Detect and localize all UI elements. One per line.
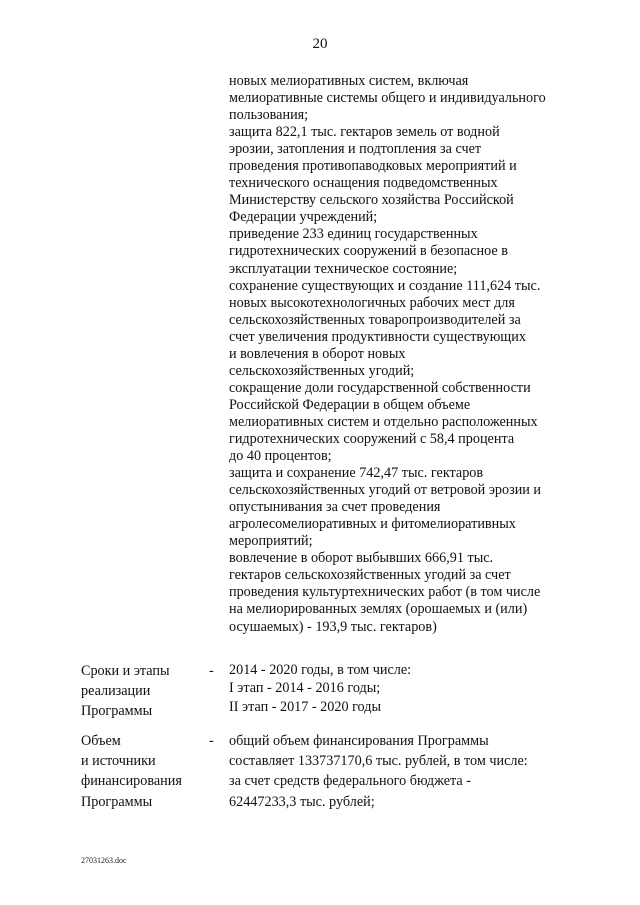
text-line: сельскохозяйственных угодий от ветровой эрозии и xyxy=(229,482,542,499)
value-line: I этап - 2014 - 2016 годы; xyxy=(229,680,381,697)
continuation-text xyxy=(229,73,589,636)
text-line: мелиоративных систем и отдельно расположенных xyxy=(229,413,538,430)
label-line: Программы xyxy=(81,703,153,720)
text-line: эксплуатации техническое состояние; xyxy=(229,260,458,277)
value-line: составляет 133737170,6 тыс. рублей, в том числе: xyxy=(229,753,528,770)
footer-doc-code: 27031263.doc xyxy=(81,856,127,865)
value-line: общий объем финансирования Программы xyxy=(229,733,489,749)
text-line: сокращение доли государственной собственности xyxy=(229,379,531,396)
value-line: за счет средств федерального бюджета - xyxy=(229,773,471,790)
text-line: Федерации учреждений; xyxy=(229,209,378,226)
text-line: гидротехнических сооружений с 58,4 процента xyxy=(229,430,515,447)
value-line: II этап - 2017 - 2020 годы xyxy=(229,698,381,715)
text-line: проведения противопаводковых мероприятий и xyxy=(229,158,517,175)
text-line: Министерству сельского хозяйства Российской xyxy=(229,192,514,209)
text-line: технического оснащения подведомственных xyxy=(229,175,498,192)
label-line: Сроки и этапы xyxy=(81,663,170,679)
text-line: проведения культуртехнических работ (в том числе xyxy=(229,584,541,601)
text-line: защита 822,1 тыс. гектаров земель от водной xyxy=(229,124,500,141)
text-line: эрозии, затопления и подтопления за счет xyxy=(229,141,482,158)
page-number: 20 xyxy=(312,36,328,52)
text-line: счет увеличения продуктивности существующих xyxy=(229,328,526,345)
row-dash: - xyxy=(209,663,214,679)
text-line: мероприятий; xyxy=(229,533,313,550)
text-line: и вовлечения в оборот новых xyxy=(229,345,406,362)
label-line: Объем xyxy=(81,733,121,749)
text-line: до 40 процентов; xyxy=(229,448,332,465)
funding-label xyxy=(81,731,201,812)
label-line: Программы xyxy=(81,793,153,810)
text-line: осушаемых) - 193,9 тыс. гектаров) xyxy=(229,618,437,635)
text-line: новых высокотехнологичных рабочих мест для xyxy=(229,294,515,311)
timeline-label xyxy=(81,661,201,722)
timeline-value xyxy=(229,661,589,716)
text-line: опустынивания за счет проведения xyxy=(229,499,441,516)
text-line: пользования; xyxy=(229,107,309,124)
text-line: гидротехнических сооружений в безопасное в xyxy=(229,243,508,260)
text-line: гектаров сельскохозяйственных угодий за счет xyxy=(229,567,511,584)
label-line: и источники xyxy=(81,753,156,770)
text-line: агролесомелиоративных и фитомелиоративных xyxy=(229,516,516,533)
text-line: Российской Федерации в общем объеме xyxy=(229,396,471,413)
value-line: 2014 - 2020 годы, в том числе: xyxy=(229,662,412,678)
text-line: сельскохозяйственных товаропроизводителей за xyxy=(229,311,521,328)
text-line: новых мелиоративных систем, включая xyxy=(229,73,469,89)
value-line: 62447233,3 тыс. рублей; xyxy=(229,793,375,810)
row-dash: - xyxy=(209,733,214,749)
text-line: на мелиорированных землях (орошаемых и (или) xyxy=(229,601,528,618)
text-line: приведение 233 единиц государственных xyxy=(229,226,478,243)
text-line: мелиоративные системы общего и индивидуального xyxy=(229,90,546,107)
label-line: финансирования xyxy=(81,773,182,790)
text-line: сельскохозяйственных угодий; xyxy=(229,362,415,379)
text-line: защита и сохранение 742,47 тыс. гектаров xyxy=(229,465,484,482)
text-line: вовлечение в оборот выбывших 666,91 тыс. xyxy=(229,550,494,567)
funding-value xyxy=(229,731,589,812)
label-line: реализации xyxy=(81,683,151,700)
text-line: сохранение существующих и создание 111,624 тыс. xyxy=(229,277,541,294)
